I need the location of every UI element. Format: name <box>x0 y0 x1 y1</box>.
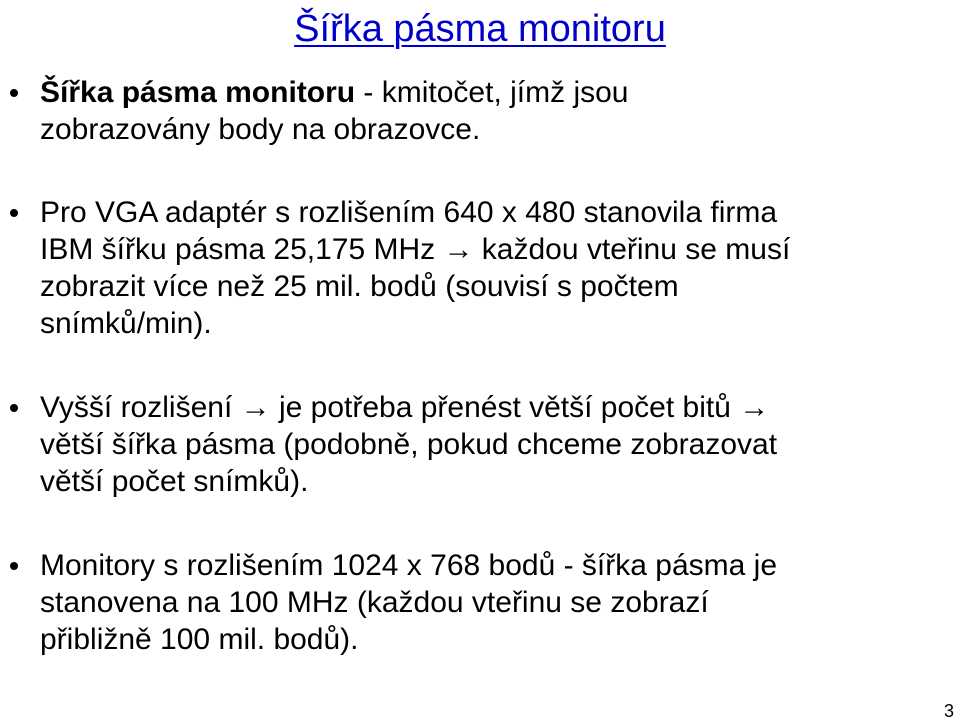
bullet-dot-icon <box>10 562 18 570</box>
bullet-line: větší šířka pásma (podobně, pokud chceme zobrazovat <box>40 428 778 461</box>
bullet-line: větší počet snímků). <box>40 465 309 498</box>
bullet-line <box>40 76 628 110</box>
bullet-text: - kmitočet, jímž jsou <box>355 76 629 109</box>
bullet-line: Vyšší rozlišení → je potřeba přenést větší počet bitů → <box>40 391 770 424</box>
bullet-term: Šířka pásma monitoru <box>40 76 356 109</box>
bullet-line: stanovena na 100 MHz (každou vteřinu se zobrazí <box>40 586 709 619</box>
bullet-line: přibližně 100 mil. bodů). <box>40 623 359 656</box>
slide-title: Šířka pásma monitoru <box>294 8 666 50</box>
bullet-line: Monitory s rozlišením 1024 x 768 bodů - šířka pásma je <box>40 549 778 582</box>
bullet-line: zobrazovány body na obrazovce. <box>40 113 481 146</box>
bullet-line: snímků/min). <box>40 307 212 340</box>
bullet-line: zobrazit více než 25 mil. bodů (souvisí s počtem <box>40 270 679 303</box>
bullet-dot-icon <box>10 404 18 412</box>
page-number: 3 <box>943 701 954 721</box>
bullet-line: IBM šířku pásma 25,175 MHz → každou vteřinu se musí <box>40 233 791 266</box>
bullet-line: Pro VGA adaptér s rozlišením 640 x 480 stanovila firma <box>40 196 778 229</box>
bullet-dot-icon <box>10 209 18 217</box>
bullet-dot-icon <box>10 89 18 97</box>
